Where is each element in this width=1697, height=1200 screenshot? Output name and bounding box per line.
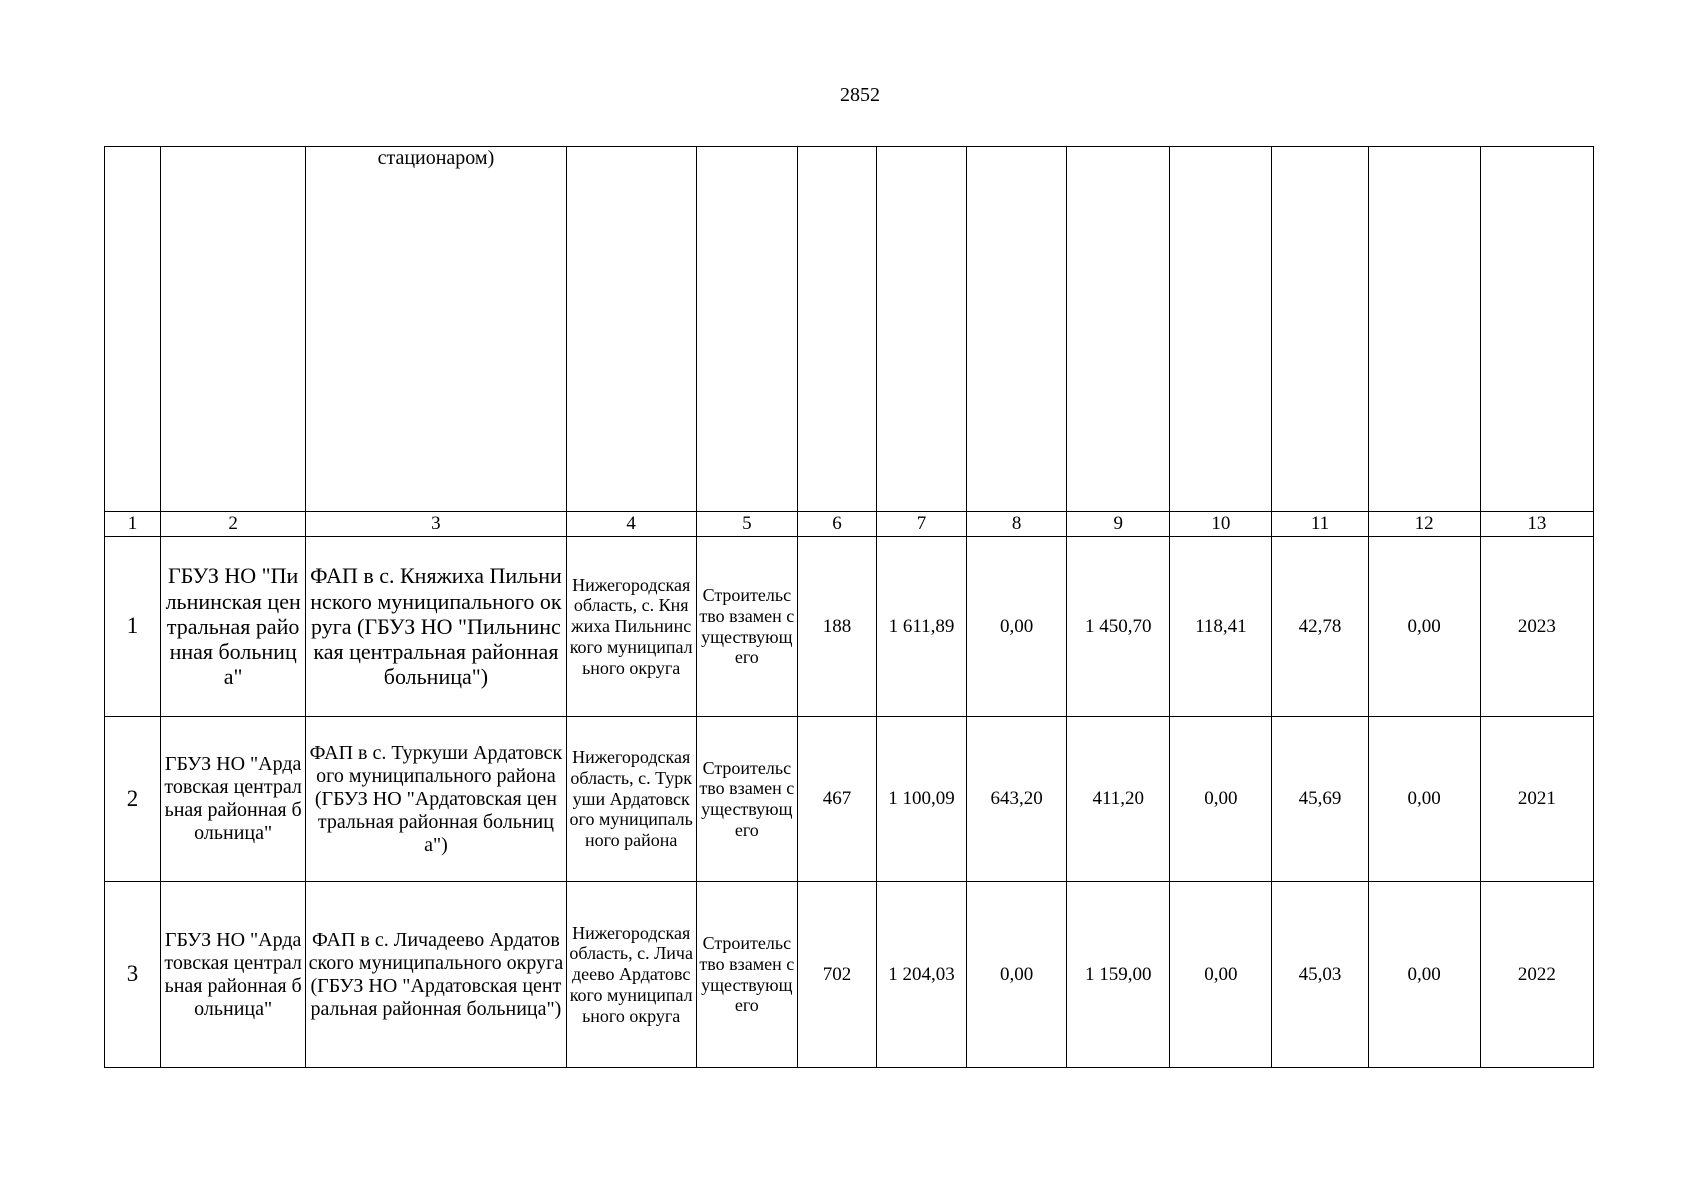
- column-number: 13: [1480, 512, 1593, 537]
- organization-cell: ГБУЗ НО "Пильнинская центральная районная больница": [161, 537, 306, 717]
- table-row: [105, 537, 1594, 717]
- type-cell: Строительство взамен существующего: [696, 882, 797, 1068]
- value-cell-12: 0,00: [1368, 717, 1480, 882]
- value-cell-6: 188: [797, 537, 876, 717]
- row-index: 3: [105, 882, 161, 1068]
- column-number: 6: [797, 512, 876, 537]
- column-number: 2: [161, 512, 306, 537]
- value-cell-11: 42,78: [1272, 537, 1368, 717]
- table-row: [105, 717, 1594, 882]
- value-cell-10: 118,41: [1170, 537, 1272, 717]
- column-number: 3: [306, 512, 566, 537]
- value-cell-11: 45,03: [1272, 882, 1368, 1068]
- column-number: 12: [1368, 512, 1480, 537]
- organization-cell: ГБУЗ НО "Ардатовская центральная районная больница": [161, 717, 306, 882]
- value-cell-12: 0,00: [1368, 537, 1480, 717]
- value-cell-11: 45,69: [1272, 717, 1368, 882]
- value-cell-9: 411,20: [1067, 717, 1170, 882]
- object-cell: ФАП в с. Личадеево Ардатовского муниципального округа (ГБУЗ НО "Ардатовская центральная районная больница"): [306, 882, 566, 1068]
- type-cell: Строительство взамен существующего: [696, 717, 797, 882]
- value-cell-9: 1 450,70: [1067, 537, 1170, 717]
- value-cell-8: 643,20: [967, 717, 1067, 882]
- table-row: [105, 882, 1594, 1068]
- value-cell-6: 702: [797, 882, 876, 1068]
- value-cell-12: 0,00: [1368, 882, 1480, 1068]
- column-number: 7: [876, 512, 966, 537]
- address-cell: Нижегородская область, с. Туркуши Ардатовского муниципального района: [566, 717, 696, 882]
- object-cell: ФАП в с. Княжиха Пильнинского муниципального округа (ГБУЗ НО "Пильнинская центральная районная больница"): [306, 537, 566, 717]
- column-number: 8: [967, 512, 1067, 537]
- column-number-row: [105, 512, 1594, 537]
- value-cell-10: 0,00: [1170, 882, 1272, 1068]
- column-number: 9: [1067, 512, 1170, 537]
- data-table: [104, 146, 1594, 1068]
- value-cell-10: 0,00: [1170, 717, 1272, 882]
- value-cell-9: 1 159,00: [1067, 882, 1170, 1068]
- value-cell-7: 1 100,09: [876, 717, 966, 882]
- value-cell-8: 0,00: [967, 882, 1067, 1068]
- value-cell-13: 2021: [1480, 717, 1593, 882]
- continuation-row: [105, 147, 1594, 512]
- organization-cell: ГБУЗ НО "Ардатовская центральная районная больница": [161, 882, 306, 1068]
- value-cell-7: 1 204,03: [876, 882, 966, 1068]
- value-cell-13: 2023: [1480, 537, 1593, 717]
- value-cell-13: 2022: [1480, 882, 1593, 1068]
- object-cell: ФАП в с. Туркуши Ардатовского муниципального района (ГБУЗ НО "Ардатовская цен тральная районная больница"): [306, 717, 566, 882]
- column-number: 1: [105, 512, 161, 537]
- value-cell-6: 467: [797, 717, 876, 882]
- value-cell-7: 1 611,89: [876, 537, 966, 717]
- row-index: 1: [105, 537, 161, 717]
- row-index: 2: [105, 717, 161, 882]
- type-cell: Строительство взамен существующего: [696, 537, 797, 717]
- value-cell-8: 0,00: [967, 537, 1067, 717]
- column-number: 10: [1170, 512, 1272, 537]
- address-cell: Нижегородская область, с. Личадеево Ардатовского муниципального округа: [566, 882, 696, 1068]
- column-number: 5: [696, 512, 797, 537]
- address-cell: Нижегородская область, с. Княжиха Пильнинского муниципального округа: [566, 537, 696, 717]
- page-number: 2852: [840, 84, 880, 106]
- continued-text-cell: стационаром): [306, 147, 566, 512]
- column-number: 11: [1272, 512, 1368, 537]
- column-number: 4: [566, 512, 696, 537]
